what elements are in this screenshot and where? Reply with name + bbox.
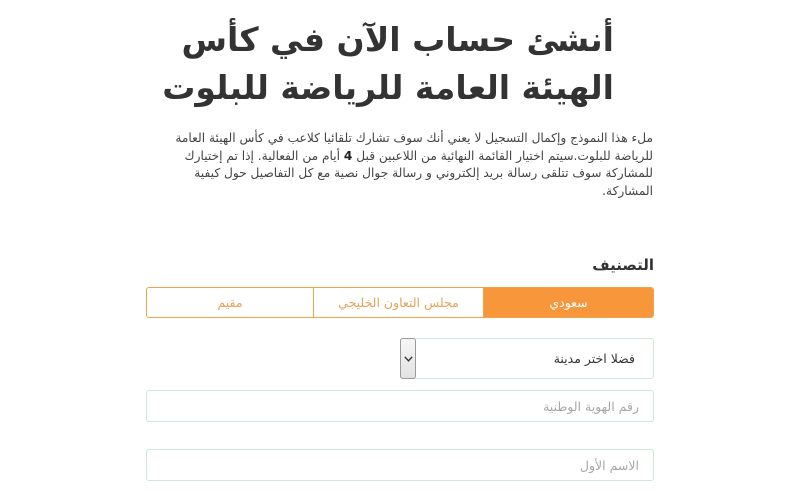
city-select-value: فضلا اختر مدينة [553,351,635,366]
intro-days-count: 4 [343,148,353,163]
classification-option-resident[interactable] [147,288,314,317]
chevron-down-icon[interactable] [400,338,416,379]
classification-option-gcc[interactable] [314,288,484,317]
first-name-input[interactable] [146,449,654,481]
classification-option-saudi[interactable] [484,288,653,317]
page-title [150,16,614,112]
intro-paragraph [160,130,653,200]
national-id-input[interactable] [146,390,654,422]
city-select[interactable] [400,338,654,379]
classification-option-label: مقيم [217,295,243,310]
classification-selector [146,287,654,318]
intro-text-part-1: ملء هذا النموذج وإكمال التسجيل لا يعني أنك سوف تشارك تلقائيا كلاعب في كأس الهيئة العامة للرياضة للبلوت.سيتم اختيار القائمة النهائية من اللاعبين قبل [175,131,653,163]
page-title-line-2: الهيئة العامة للرياضة للبلوت [162,68,614,107]
classification-option-label: مجلس التعاون الخليجي [338,295,459,310]
intro-text-part-2: أيام من الفعالية. إذا تم إختيارك للمشاركة سوف تتلقى رسالة بريد إلكتروني و رسالة جوال نصية مع كل التفاصيل حول كيفية المشاركة. [184,148,653,198]
classification-option-label: سعودي [549,295,588,310]
page-title-line-1: أنشئ حساب الآن في كأس [181,20,614,59]
classification-label: التصنيف [592,256,654,274]
